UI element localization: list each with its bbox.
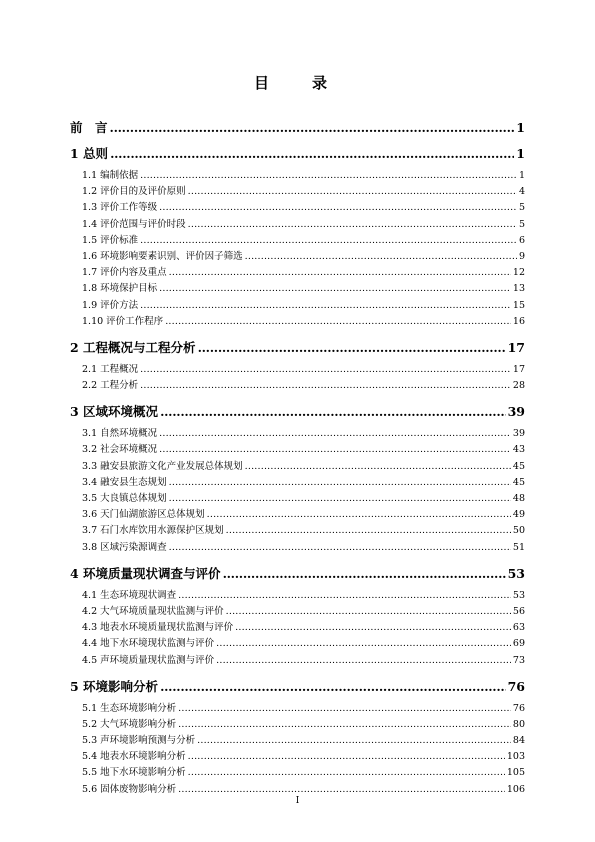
toc-section[interactable] (70, 167, 525, 183)
toc-chapter-page: 76 (507, 678, 525, 694)
dot-leader (198, 340, 506, 355)
toc-section-label: 1.2 评价目的及评价原则 (82, 186, 186, 198)
toc-chapter-page: 53 (507, 565, 525, 581)
toc-chapter-page: 1 (516, 146, 525, 161)
toc-section[interactable] (70, 425, 525, 441)
toc-section[interactable] (70, 183, 525, 199)
toc-section-page: 43 (512, 444, 525, 456)
dot-leader (169, 477, 511, 488)
dot-leader (110, 146, 514, 161)
toc-section-label: 3.8 区域污染源调查 (82, 541, 167, 553)
toc-section-label: 4.5 声环境质量现状监测与评价 (82, 654, 215, 666)
dot-leader (169, 493, 511, 504)
toc-section-page: 103 (506, 751, 525, 763)
toc-chapter[interactable] (70, 677, 525, 694)
dot-leader (178, 719, 511, 730)
toc-section-label: 1.4 评价范围与评价时段 (82, 218, 186, 230)
toc-section[interactable] (70, 603, 525, 619)
dot-leader (235, 622, 511, 633)
toc-section[interactable] (70, 199, 525, 215)
toc-section-label: 5.6 固体废物影响分析 (82, 783, 177, 795)
toc-chapter[interactable] (70, 338, 525, 355)
toc-section[interactable] (70, 716, 525, 732)
toc-chapter-label: 3 区域环境概况 (70, 404, 159, 420)
dot-leader (140, 170, 517, 181)
dot-leader (110, 120, 515, 135)
toc-section[interactable] (70, 361, 525, 377)
toc-section-page: 6 (518, 234, 525, 246)
toc-section[interactable] (70, 652, 525, 668)
dot-leader (207, 509, 511, 520)
toc-section-page: 48 (512, 493, 525, 504)
toc-section-page: 39 (512, 428, 525, 440)
dot-leader (226, 606, 511, 617)
toc-section-page: 5 (518, 202, 525, 214)
toc-section-label: 1.7 评价内容及重点 (82, 267, 167, 279)
toc-section-label: 2.2 工程分析 (82, 380, 139, 392)
toc-section-page: 13 (512, 283, 525, 295)
toc-section[interactable] (70, 474, 525, 490)
dot-leader (223, 566, 506, 581)
toc-section-label: 5.5 地下水环境影响分析 (82, 767, 186, 779)
dot-leader (178, 784, 505, 795)
toc-section-page: 105 (506, 767, 525, 779)
toc-section-label: 4.2 大气环境质量现状监测与评价 (82, 605, 224, 617)
toc-section[interactable] (70, 587, 525, 603)
dot-leader (188, 219, 517, 230)
toc-section[interactable] (70, 506, 525, 522)
toc-section-label: 5.2 大气环境影响分析 (82, 718, 177, 730)
toc-section-label: 4.3 地表水环境质量现状监测与评价 (82, 622, 234, 634)
toc-section-page: 45 (512, 476, 525, 488)
dot-leader (245, 461, 511, 472)
toc-section-page: 5 (518, 218, 525, 230)
toc-section-page: 50 (512, 525, 525, 537)
toc-section-page: 73 (512, 654, 525, 666)
toc-section-label: 3.3 融安县旅游文化产业发展总体规划 (82, 460, 243, 472)
toc-section-page: 106 (506, 783, 525, 795)
toc-chapter-page: 1 (516, 120, 525, 135)
toc-section-page: 49 (512, 509, 525, 521)
toc-section-page: 53 (512, 589, 525, 601)
toc-section-page: 12 (512, 267, 525, 279)
toc-section-page: 9 (518, 250, 525, 262)
dot-leader (245, 251, 517, 262)
toc-section-page: 28 (512, 380, 525, 392)
toc-chapter-label: 2 工程概况与工程分析 (70, 339, 196, 355)
toc-section[interactable] (70, 700, 525, 716)
spacer (70, 329, 525, 338)
toc-section-label: 5.4 地表水环境影响分析 (82, 751, 186, 763)
toc-section[interactable] (70, 490, 525, 506)
toc-section[interactable] (70, 781, 525, 797)
dot-leader (178, 590, 511, 601)
dot-leader (188, 751, 505, 762)
toc-section-label: 4.1 生态环境现状调查 (82, 589, 177, 601)
toc-section-label: 1.6 环境影响要素识别、评价因子筛选 (82, 250, 243, 262)
dot-leader (226, 525, 511, 536)
toc-title: 目 录 (253, 74, 341, 92)
dot-leader (160, 404, 506, 419)
toc-section[interactable] (70, 635, 525, 651)
dot-leader (178, 703, 511, 714)
toc-section-label: 1.3 评价工作等级 (82, 202, 158, 214)
toc-chapter-label: 1 总则 (70, 146, 109, 161)
toc-section-label: 1.10 评价工作程序 (82, 315, 164, 327)
toc-section-page: 16 (512, 315, 525, 327)
dot-leader (169, 542, 511, 553)
dot-leader (159, 444, 511, 455)
toc-section[interactable] (70, 748, 525, 764)
toc-section-label: 3.2 社会环境概况 (82, 444, 158, 456)
toc-chapter-label: 5 环境影响分析 (70, 678, 159, 694)
toc-section-page: 56 (512, 605, 525, 617)
toc-section-label: 3.6 天门仙湖旅游区总体规划 (82, 509, 205, 521)
dot-leader (216, 638, 511, 649)
toc-section[interactable] (70, 280, 525, 296)
toc-section-label: 5.1 生态环境影响分析 (82, 702, 177, 714)
toc-section[interactable] (70, 216, 525, 232)
toc-section[interactable] (70, 522, 525, 538)
toc-chapter[interactable] (70, 118, 525, 135)
page-number: I (295, 796, 300, 806)
spacer (70, 135, 525, 144)
toc-section[interactable] (70, 764, 525, 780)
toc-section[interactable] (70, 377, 525, 393)
toc-section-label: 3.4 融安县生态规划 (82, 476, 167, 488)
dot-leader (140, 235, 517, 246)
toc-section-label: 3.1 自然环境概况 (82, 428, 158, 440)
toc-section[interactable] (70, 619, 525, 635)
toc-section-page: 63 (512, 622, 525, 634)
toc-section[interactable] (70, 458, 525, 474)
spacer (70, 393, 525, 402)
toc-section-label: 1.5 评价标准 (82, 234, 139, 246)
dot-leader (159, 202, 517, 213)
toc-section-label: 1.1 编制依据 (82, 170, 139, 181)
toc-section-label: 3.7 石门水库饮用水源保护区规划 (82, 525, 224, 537)
toc-section-page: 84 (512, 735, 525, 747)
toc-section-label: 4.4 地下水环境现状监测与评价 (82, 638, 215, 650)
toc-section[interactable] (70, 441, 525, 457)
toc-section-page: 17 (512, 363, 525, 375)
dot-leader (197, 735, 511, 746)
dot-leader (159, 283, 511, 294)
spacer (70, 668, 525, 677)
dot-leader (140, 300, 511, 311)
toc-section-page: 51 (512, 541, 525, 553)
toc-chapter-page: 17 (507, 339, 525, 355)
dot-leader (169, 267, 511, 278)
toc-section-label: 2.1 工程概况 (82, 363, 139, 375)
toc-section-page: 15 (512, 299, 525, 311)
toc-chapter-label: 前 言 (70, 120, 108, 135)
toc-chapter-label: 4 环境质量现状调查与评价 (70, 565, 221, 581)
toc-section-label: 1.9 评价方法 (82, 299, 139, 311)
dot-leader (140, 364, 511, 375)
dot-leader (216, 655, 511, 666)
toc-chapter-page: 39 (507, 404, 525, 420)
toc-section[interactable] (70, 539, 525, 555)
toc-section[interactable] (70, 264, 525, 280)
toc-section[interactable] (70, 732, 525, 748)
table-of-contents (70, 118, 525, 797)
toc-section-label: 3.5 大良镇总体规划 (82, 493, 167, 504)
toc-section[interactable] (70, 313, 525, 329)
dot-leader (188, 767, 505, 778)
toc-section-page: 69 (512, 638, 525, 650)
toc-section-page: 45 (512, 460, 525, 472)
dot-leader (159, 428, 511, 439)
toc-section-page: 1 (518, 170, 525, 181)
toc-chapter[interactable] (70, 144, 525, 161)
dot-leader (165, 316, 511, 327)
toc-chapter[interactable] (70, 564, 525, 581)
dot-leader (140, 380, 511, 391)
spacer (70, 555, 525, 564)
dot-leader (188, 186, 517, 197)
toc-section-label: 1.8 环境保护目标 (82, 283, 158, 295)
toc-section-page: 76 (512, 702, 525, 714)
toc-section[interactable] (70, 232, 525, 248)
toc-section-label: 5.3 声环境影响预测与分析 (82, 735, 196, 747)
toc-section-page: 4 (518, 186, 525, 198)
toc-section[interactable] (70, 297, 525, 313)
toc-section-page: 80 (512, 718, 525, 730)
toc-chapter[interactable] (70, 402, 525, 419)
toc-section[interactable] (70, 248, 525, 264)
dot-leader (160, 679, 506, 694)
